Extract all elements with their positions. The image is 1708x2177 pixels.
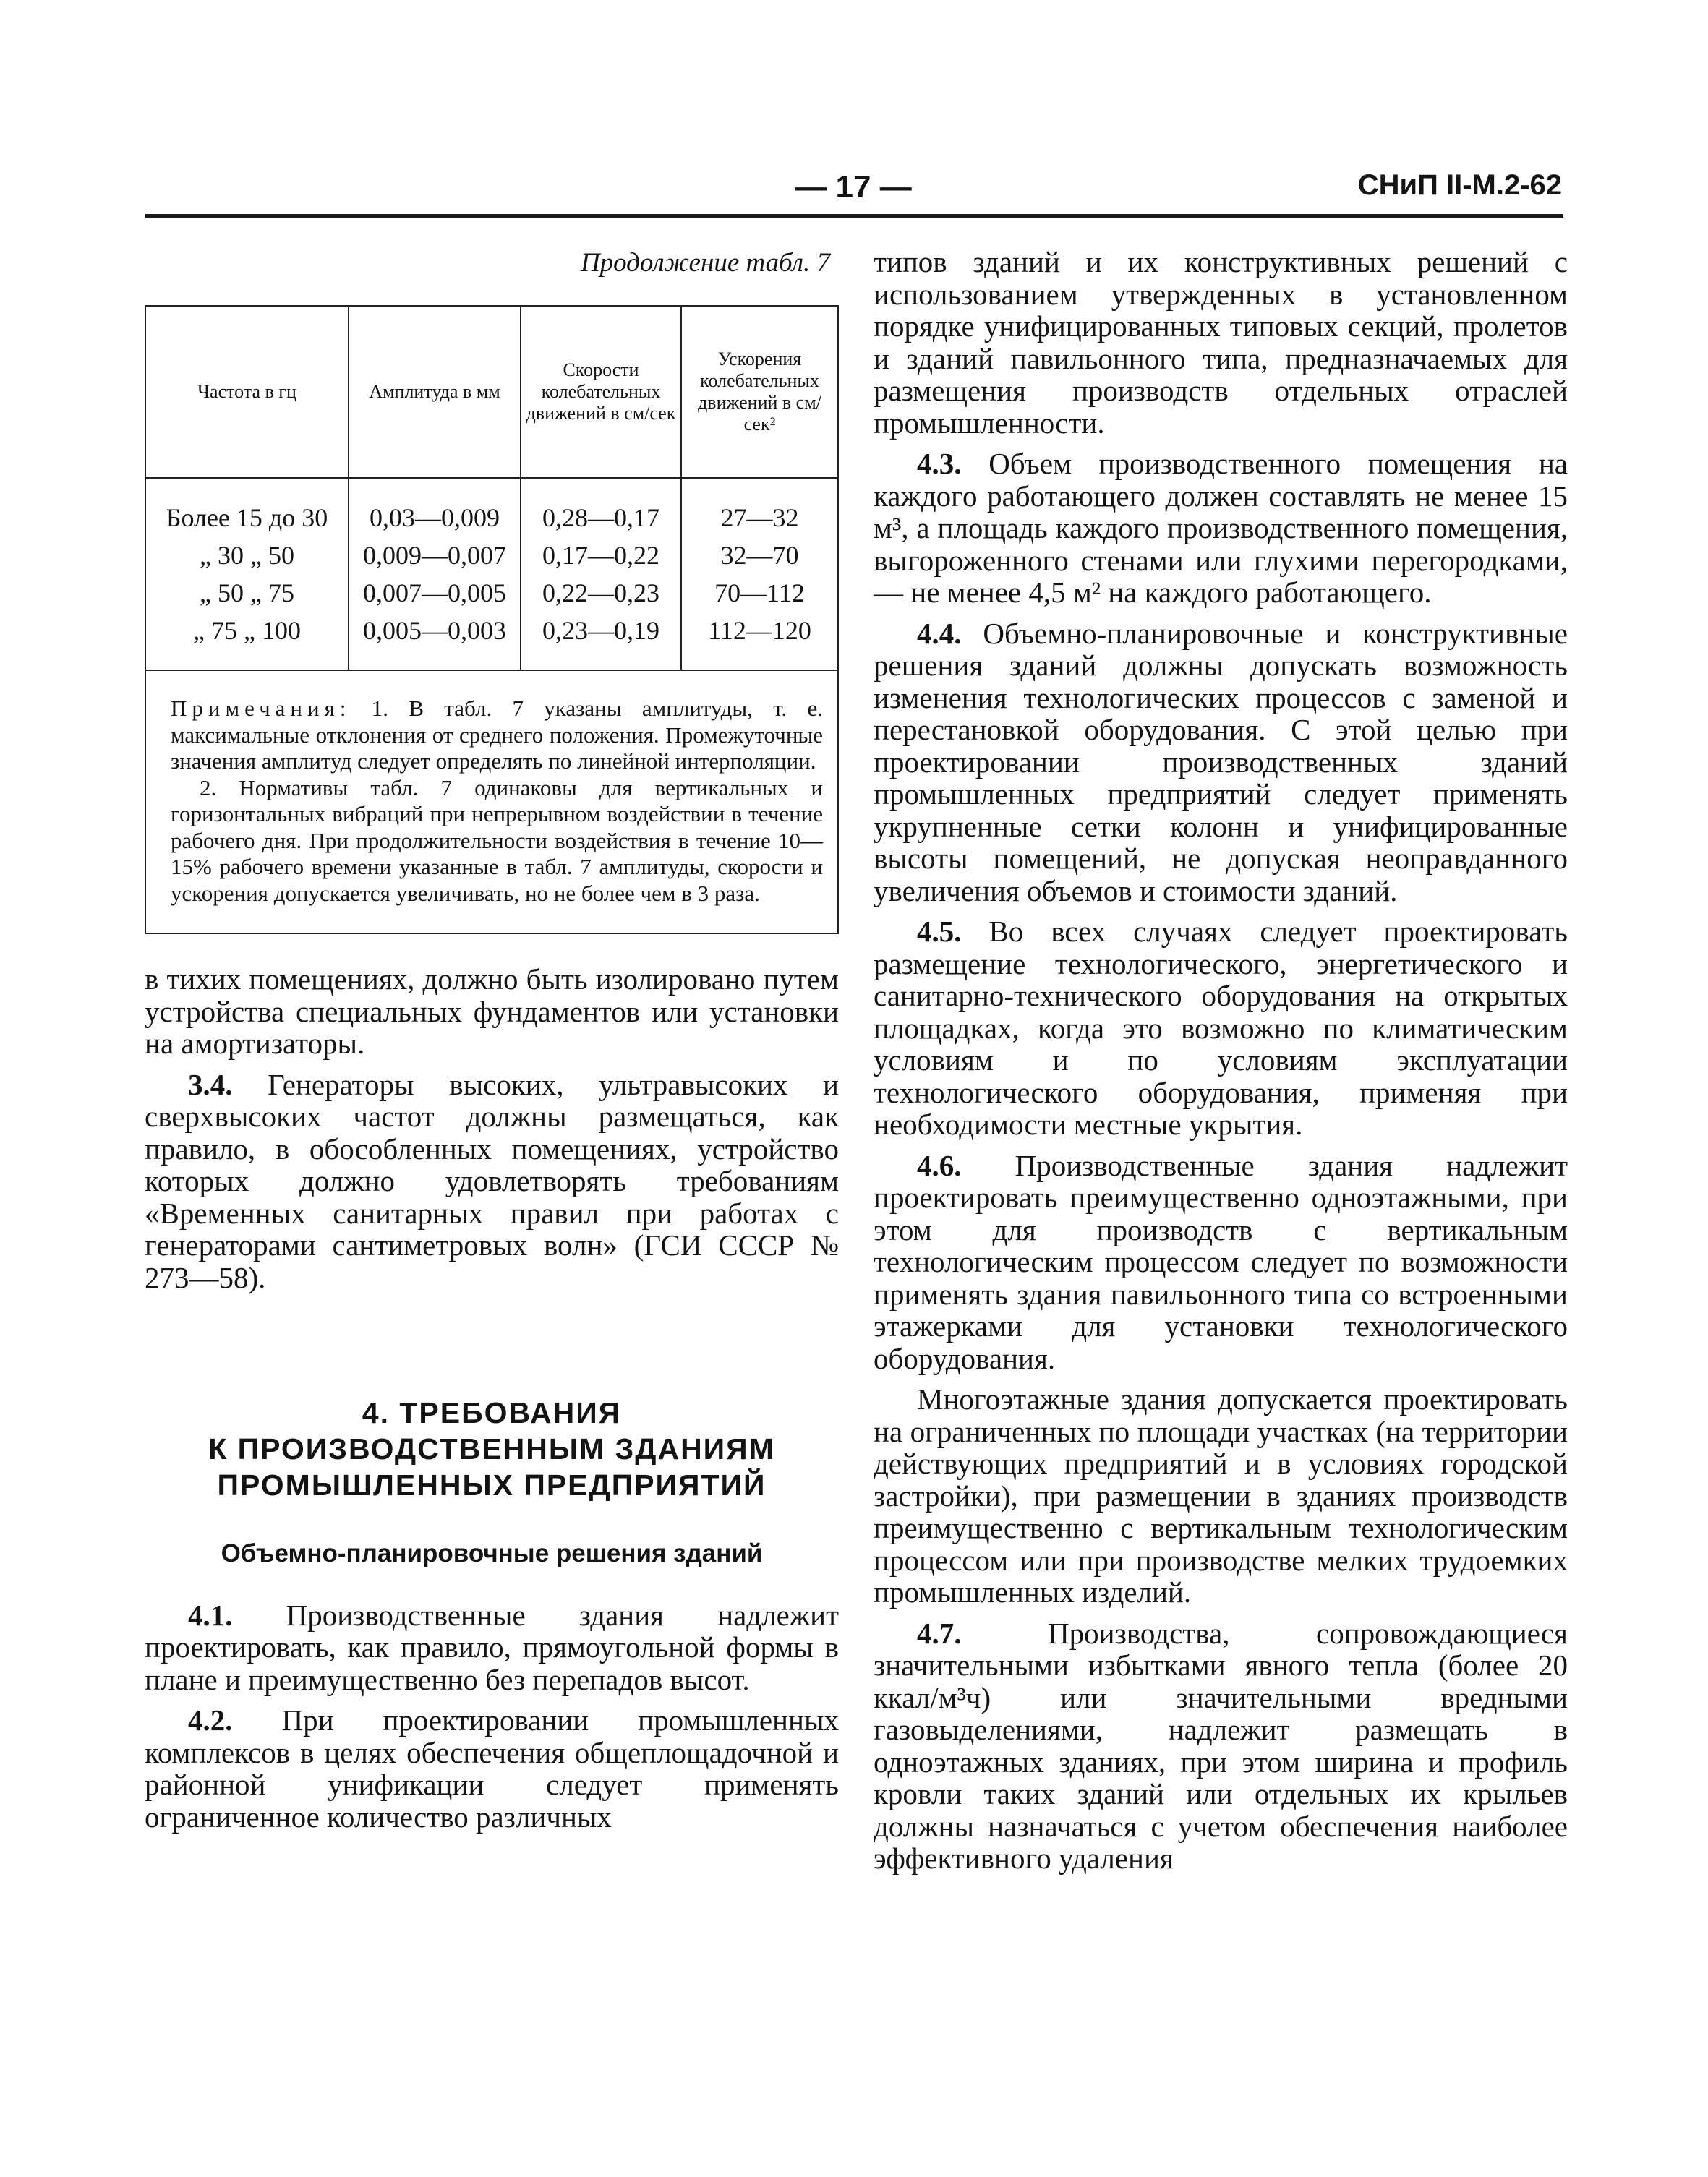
paragraph-4-7	[874, 1617, 1568, 1875]
paragraph-text: Во всех случаях следует проектировать размещение технологического, энергетического и санитарно-технического оборудования на открытых площадках, когда это возможно по климатическим условиям и по условиям эксплуатации технологического оборудования, применяя при необходимости местные укрытия.	[874, 915, 1568, 1141]
table-cell: 112—120	[708, 615, 811, 645]
table-row	[146, 478, 837, 536]
paragraph-number: 4.1.	[188, 1598, 233, 1632]
paragraph-4-2	[145, 1704, 839, 1833]
paragraph-number: 4.7.	[917, 1616, 962, 1650]
paragraph-text: Объем производственного помещения на каждого работающего должен составлять не менее 15 м³, а площадь каждого производственного помещения, выгороженного стенами или глухими перегородками, — не менее 4,5 м² на каждого работающего.	[874, 447, 1568, 609]
table-cell: 0,23—0,19	[521, 612, 681, 670]
column-header: Ускорения колебательных движений в см/сек²	[681, 307, 837, 478]
table-row	[146, 612, 837, 670]
paragraph-text: Производственные здания надлежит проектировать, как правило, прямоугольной формы в плане и преимущественно без перепадов высот.	[145, 1598, 839, 1696]
table-cell: 0,005—0,003	[349, 612, 521, 670]
table-header-row	[146, 307, 837, 478]
table-caption: Продолжение табл. 7	[580, 248, 830, 278]
table-cell: 0,28—0,17	[521, 478, 681, 536]
table-cell: 0,03—0,009	[349, 478, 521, 536]
table-notes	[146, 670, 837, 933]
section-title-line: 4. ТРЕБОВАНИЯ	[362, 1396, 622, 1429]
paragraph-3-4	[145, 1069, 839, 1294]
table-cell: „ 30 „ 50	[146, 536, 349, 574]
paragraph-4-6-continued: Многоэтажные здания допускается проектировать на ограниченных по площади участках (на территории действующих предприятий и в условиях городской застройки), при размещении в зданиях производств преимущественно с вертикальным технологическим процессом или при производстве мелких трудоемких промышленных изделий.	[874, 1382, 1568, 1609]
paragraph-text: При проектировании промышленных комплексов в целях обеспечения общеплощадочной и районной унификации следует применять ограниченное количество различных	[145, 1703, 839, 1834]
paragraph-4-4	[874, 617, 1568, 907]
paragraph-4-5	[874, 915, 1568, 1141]
section-title-line: ПРОМЫШЛЕННЫХ ПРЕДПРИЯТИЙ	[217, 1468, 767, 1502]
column-header: Частота в гц	[146, 307, 349, 478]
column-header: Амплитуда в мм	[349, 307, 521, 478]
paragraph-number: 4.5.	[917, 915, 962, 948]
notes-label: Примечания:	[171, 696, 351, 721]
table-note-1	[171, 696, 823, 775]
paragraph-number: 4.6.	[917, 1148, 962, 1182]
paragraph-number: 4.2.	[188, 1703, 233, 1737]
right-continuation-paragraph: типов зданий и их конструктивных решений с использованием утвержденных в установленном порядке унифицированных типовых секций, пролетов и зданий павильонного типа, предназначаемых для размещения производств отдельных отраслей промышленности.	[874, 245, 1568, 440]
table-row	[146, 574, 837, 612]
table-note-2: 2. Нормативы табл. 7 одинаковы для вертикальных и горизонтальных вибраций при непрерывном воздействии в течение рабочего дня. При продолжительности воздействия в течение 10—15% рабочего времени указанные в табл. 7 амплитуды, скорости и ускорения допускается увеличивать, но не более чем в 3 раза.	[171, 774, 823, 906]
document-code: СНиП II-М.2-62	[1357, 169, 1562, 201]
table-cell: 0,007—0,005	[349, 574, 521, 612]
header-rule	[145, 214, 1563, 218]
paragraph-text: Генераторы высоких, ультравысоких и сверхвысоких частот должны размещаться, как правило, в обособленных помещениях, устройство которых должно удовлетворять требованиям «Временных санитарных правил при работах с генераторами сантиметровых волн» (ГСИ СССР № 273—58).	[145, 1067, 839, 1294]
table-cell: 70—112	[714, 578, 805, 607]
paragraph-4-1	[145, 1599, 839, 1696]
paragraph-4-3	[874, 448, 1568, 609]
paragraph-text: Производства, сопровождающиеся значительными избытками явного тепла (более 20 ккал/м³ч) или значительными вредными газовыделениями, надлежит размещать в одноэтажных зданиях, при этом ширина и профиль кровли таких зданий или отдельных их крыльев должны назначаться с учетом обеспечения наиболее эффективного удаления	[874, 1616, 1568, 1875]
paragraph-4-6	[874, 1150, 1568, 1375]
note-1-text: 1. В табл. 7 указаны амплитуды, т. е. максимальные отклонения от среднего положения. Промежуточные значения амплитуд следует определять по линейной интерполяции.	[171, 696, 823, 774]
page-header	[145, 169, 1562, 215]
section-title-line: К ПРОИЗВОДСТВЕННЫМ ЗДАНИЯМ	[208, 1432, 775, 1466]
paragraph-text: Объемно-планировочные и конструктивные решения зданий должны допускать возможность изменения технологических процессов с заменой и перестановкой оборудования. С этой целью при проектировании производственных зданий промышленных предприятий следует применять укрупненные сетки колонн и унифицированные высоты помещений, не допуская неоправданного увеличения объемов и стоимости зданий.	[874, 616, 1568, 907]
table-cell: 0,22—0,23	[521, 574, 681, 612]
right-column	[874, 246, 1568, 1883]
paragraph-number: 4.3.	[917, 447, 962, 480]
page-number: — 17 —	[795, 169, 912, 205]
vibration-table	[145, 305, 839, 934]
table-cell: 0,17—0,22	[521, 536, 681, 574]
paragraph-text: Производственные здания надлежит проектировать преимущественно одноэтажными, при этом для производств с вертикальным технологическим процессом следует по возможности применять здания павильонного типа со встроенными этажерками для установки технологического оборудования.	[874, 1148, 1568, 1375]
table-row	[146, 536, 837, 574]
left-continuation-paragraph: в тихих помещениях, должно быть изолировано путем устройства специальных фундаментов или установки на амортизаторы.	[145, 962, 839, 1060]
column-header: Скорости колебательных движений в см/сек	[521, 307, 681, 478]
section-title	[145, 1395, 839, 1503]
vibration-table-grid	[146, 307, 837, 670]
paragraph-number: 4.4.	[917, 616, 962, 650]
table-cell: 32—70	[720, 540, 799, 570]
paragraph-number: 3.4.	[188, 1067, 233, 1101]
table-cell: 0,009—0,007	[349, 536, 521, 574]
table-cell: 27—32	[720, 502, 799, 532]
table-cell: „ 50 „ 75	[146, 574, 349, 612]
left-column	[145, 246, 839, 1842]
table-cell: Более 15 до 30	[146, 478, 349, 536]
table-cell: „ 75 „ 100	[146, 612, 349, 670]
subsection-title: Объемно-планировочные решения зданий	[221, 1539, 763, 1567]
